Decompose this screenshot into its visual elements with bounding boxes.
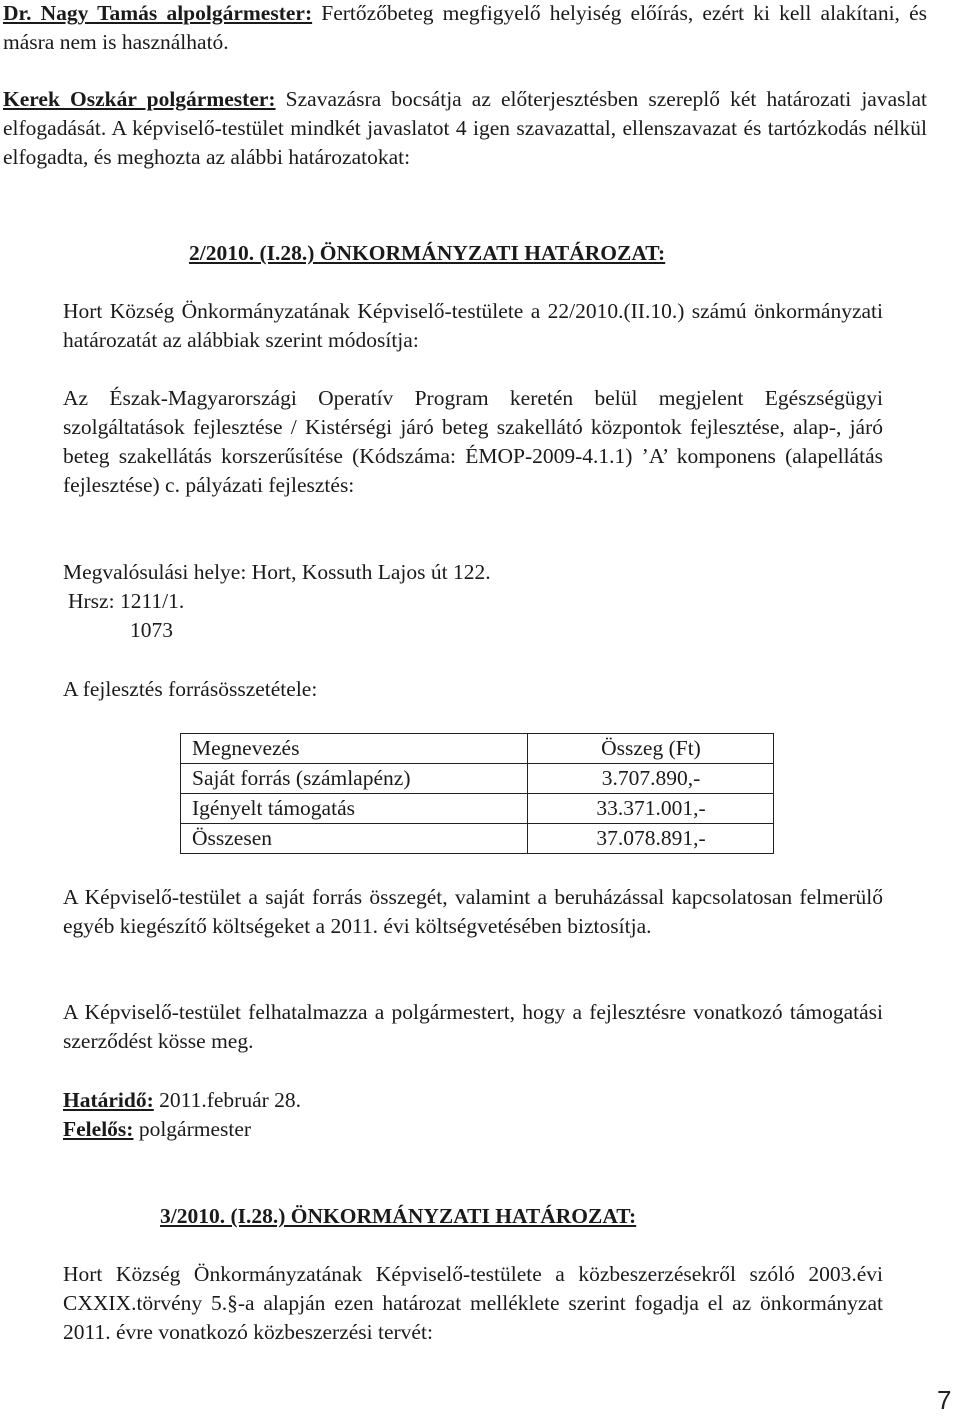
table-row	[181, 824, 774, 854]
speaker-text: Szavazásra bocsátja az előterjesztésben szereplő két határozati javaslat elfogadását. A képviselő-testület mindkét javaslatot 4 igen szavazattal, ellenszavazat és tartózkodás nélkül elfogadta, és meghozta az alábbi határozatokat:	[3, 87, 927, 169]
resolution-title: 3/2010. (I.28.) ÖNKORMÁNYZATI HATÁROZAT:	[160, 1204, 637, 1228]
speaker-name: Kerek Oszkár polgármester:	[3, 87, 276, 111]
hrsz-extra-line: 1073	[130, 618, 173, 642]
deadline-label: Határidő:	[63, 1088, 154, 1112]
page-number: 7	[937, 1385, 952, 1415]
resolution-paragraph: A Képviselő-testület a saját forrás összegét, valamint a beruházással kapcsolatosan felmerülő egyéb kiegészítő költségeket a 2011. évi költségvetésében biztosítja.	[63, 885, 883, 938]
speaker-paragraph-deputy-mayor	[3, 0, 927, 57]
table-row	[181, 794, 774, 824]
responsible-value: polgármester	[133, 1117, 252, 1141]
resolution-paragraph: Az Észak-Magyarországi Operatív Program keretén belül megjelent Egészségügyi szolgáltatások fejlesztése / Kistérségi járó beteg szakellátó központok fejlesztése, alap-, járó beteg szakellátás korszerűsítése (Kódszáma: ÉMOP-2009-4.1.1) ’A’ komponens (alapellátás fejlesztése) c. pályázati fejlesztés:	[63, 386, 883, 497]
deadline-line	[63, 1086, 301, 1115]
table-cell: Saját forrás (számlapénz)	[181, 764, 528, 794]
deadline-value: 2011.február 28.	[153, 1088, 302, 1112]
location-line: Megvalósulási helye: Hort, Kossuth Lajos út 122.	[63, 560, 491, 584]
hrsz-line: Hrsz: 1211/1.	[68, 589, 185, 613]
table-header-cell: Megnevezés	[181, 734, 528, 764]
speaker-name: Dr. Nagy Tamás alpolgármester:	[3, 1, 313, 25]
table-header-row	[181, 734, 774, 764]
responsible-line	[63, 1115, 251, 1144]
speaker-text: Fertőzőbeteg megfigyelő helyiség előírás, ezért ki kell alakítani, és másra nem is használható.	[3, 1, 927, 54]
resolution-paragraph: Hort Község Önkormányzatának Képviselő-testülete a közbeszerzésekről szóló 2003.évi CXXIX.törvény 5.§-a alapján ezen határozat melléklete szerint fogadja el az önkormányzat 2011. évre vonatkozó közbeszerzési tervét:	[63, 1262, 883, 1344]
table-cell: 37.078.891,-	[528, 824, 774, 854]
resolution-title: 2/2010. (I.28.) ÖNKORMÁNYZATI HATÁROZAT:	[189, 241, 666, 265]
table-cell: Igényelt támogatás	[181, 794, 528, 824]
table-cell: 33.371.001,-	[528, 794, 774, 824]
table-header-cell: Összeg (Ft)	[528, 734, 774, 764]
table-cell: Összesen	[181, 824, 528, 854]
resolution-paragraph: A Képviselő-testület felhatalmazza a polgármestert, hogy a fejlesztésre vonatkozó támogatási szerződést kösse meg.	[63, 1000, 883, 1053]
resolution-paragraph: Hort Község Önkormányzatának Képviselő-testülete a 22/2010.(II.10.) számú önkormányzati határozatát az alábbiak szerint módosítja:	[63, 299, 883, 352]
table-row	[181, 764, 774, 794]
funding-heading: A fejlesztés forrásösszetétele:	[63, 677, 318, 701]
speaker-paragraph-mayor	[3, 85, 927, 172]
funding-table	[180, 733, 774, 854]
responsible-label: Felelős:	[63, 1117, 134, 1141]
table-cell: 3.707.890,-	[528, 764, 774, 794]
